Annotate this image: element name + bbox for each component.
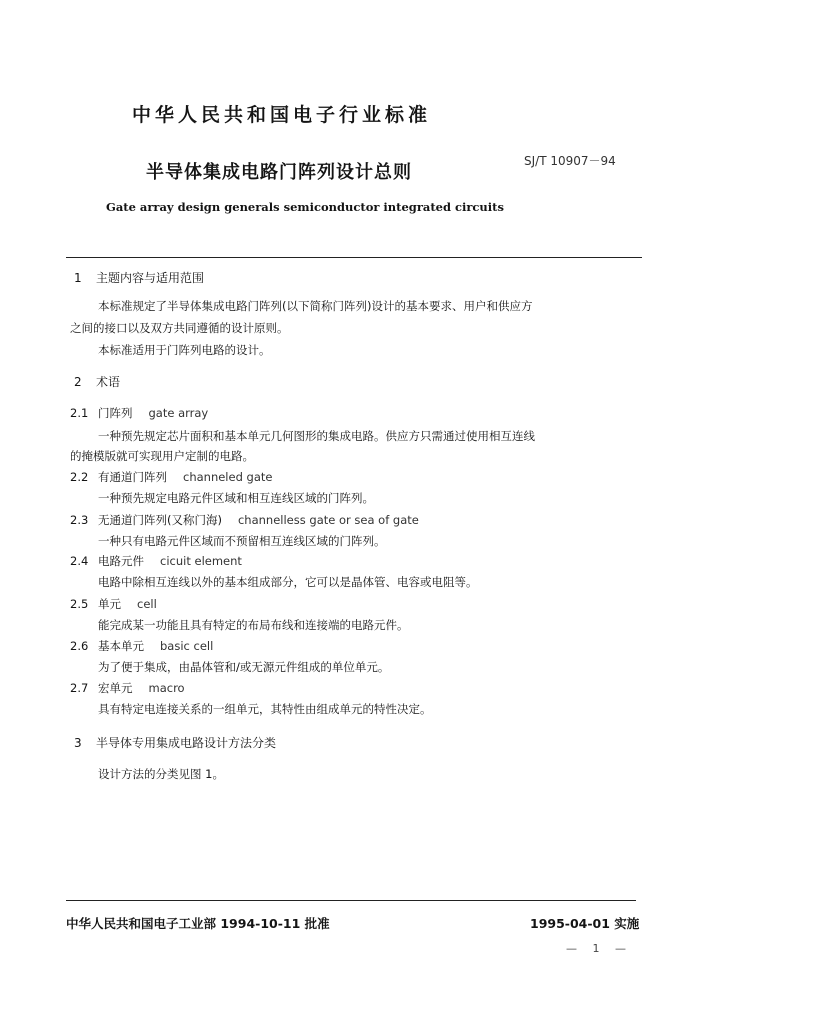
document-title-en: Gate array design generals semiconductor integrated circuits (106, 200, 504, 214)
term-2-7-definition: 具有特定电连接关系的一组单元，其特性由组成单元的特性决定。 (98, 702, 432, 716)
term-en: channeled gate (183, 470, 273, 484)
section-1-heading (74, 269, 204, 286)
standard-number: SJ/T 10907－94 (524, 154, 616, 168)
footer-divider (66, 900, 636, 901)
term-2-7 (70, 680, 185, 696)
term-number: 2.7 (70, 681, 89, 695)
term-en: basic cell (160, 639, 214, 653)
header-divider (66, 257, 642, 258)
term-number: 2.4 (70, 554, 89, 568)
section-number: 1 (74, 271, 82, 285)
section-1-paragraph-2: 本标准适用于门阵列电路的设计。 (98, 343, 271, 357)
term-cn: 有通道门阵列 (98, 470, 167, 484)
term-2-4 (70, 553, 242, 569)
term-number: 2.1 (70, 406, 89, 420)
term-en: cicuit element (160, 554, 242, 568)
term-2-6 (70, 638, 213, 654)
effective-date-line: 1995-04-01 实施 (530, 916, 640, 931)
term-cn: 门阵列 (98, 406, 133, 420)
term-number: 2.3 (70, 513, 89, 527)
section-title: 术语 (96, 375, 121, 389)
term-en: channelless gate or sea of gate (237, 513, 419, 527)
term-2-1-definition-line-1: 一种预先规定芯片面积和基本单元几何图形的集成电路。供应方只需通过使用相互连线 (98, 429, 535, 443)
term-2-2-definition: 一种预先规定电路元件区域和相互连线区域的门阵列。 (98, 491, 374, 505)
term-2-6-definition: 为了便于集成，由晶体管和/或无源元件组成的单位单元。 (98, 660, 390, 674)
section-number: 2 (74, 375, 82, 389)
term-number: 2.5 (70, 597, 89, 611)
term-en: gate array (148, 406, 209, 420)
term-number: 2.2 (70, 470, 89, 484)
term-number: 2.6 (70, 639, 89, 653)
term-cn: 单元 (98, 597, 121, 611)
section-title: 主题内容与适用范围 (96, 271, 205, 285)
page-number: — 1 — (566, 942, 632, 955)
term-cn: 基本单元 (98, 639, 144, 653)
section-1-paragraph-1-line-1: 本标准规定了半导体集成电路门阵列(以下简称门阵列)设计的基本要求、用户和供应方 (98, 299, 533, 313)
section-2-heading (74, 373, 120, 390)
term-cn: 无通道门阵列(又称门海) (98, 513, 222, 527)
standard-category-heading: 中华人民共和国电子行业标准 (132, 104, 432, 126)
term-en: cell (137, 597, 157, 611)
term-cn: 宏单元 (98, 681, 133, 695)
term-2-4-definition: 电路中除相互连线以外的基本组成部分，它可以是晶体管、电容或电阻等。 (98, 575, 478, 589)
term-2-2 (70, 469, 272, 485)
term-en: macro (148, 681, 185, 695)
section-number: 3 (74, 736, 82, 750)
approval-line: 中华人民共和国电子工业部 1994-10-11 批准 (66, 916, 330, 931)
document-title-cn: 半导体集成电路门阵列设计总则 (146, 162, 412, 183)
term-2-3-definition: 一种只有电路元件区域而不预留相互连线区域的门阵列。 (98, 534, 386, 548)
term-2-5 (70, 596, 157, 612)
term-2-5-definition: 能完成某一功能且具有特定的布局布线和连接端的电路元件。 (98, 618, 409, 632)
term-cn: 电路元件 (98, 554, 144, 568)
term-2-1-definition-line-2: 的掩模版就可实现用户定制的电路。 (70, 449, 254, 463)
section-3-paragraph: 设计方法的分类见图 1。 (98, 767, 224, 781)
section-title: 半导体专用集成电路设计方法分类 (96, 736, 277, 750)
term-2-1 (70, 405, 208, 421)
term-2-3 (70, 512, 419, 528)
section-3-heading (74, 734, 276, 751)
section-1-paragraph-1-line-2: 之间的接口以及双方共同遵循的设计原则。 (70, 321, 289, 335)
